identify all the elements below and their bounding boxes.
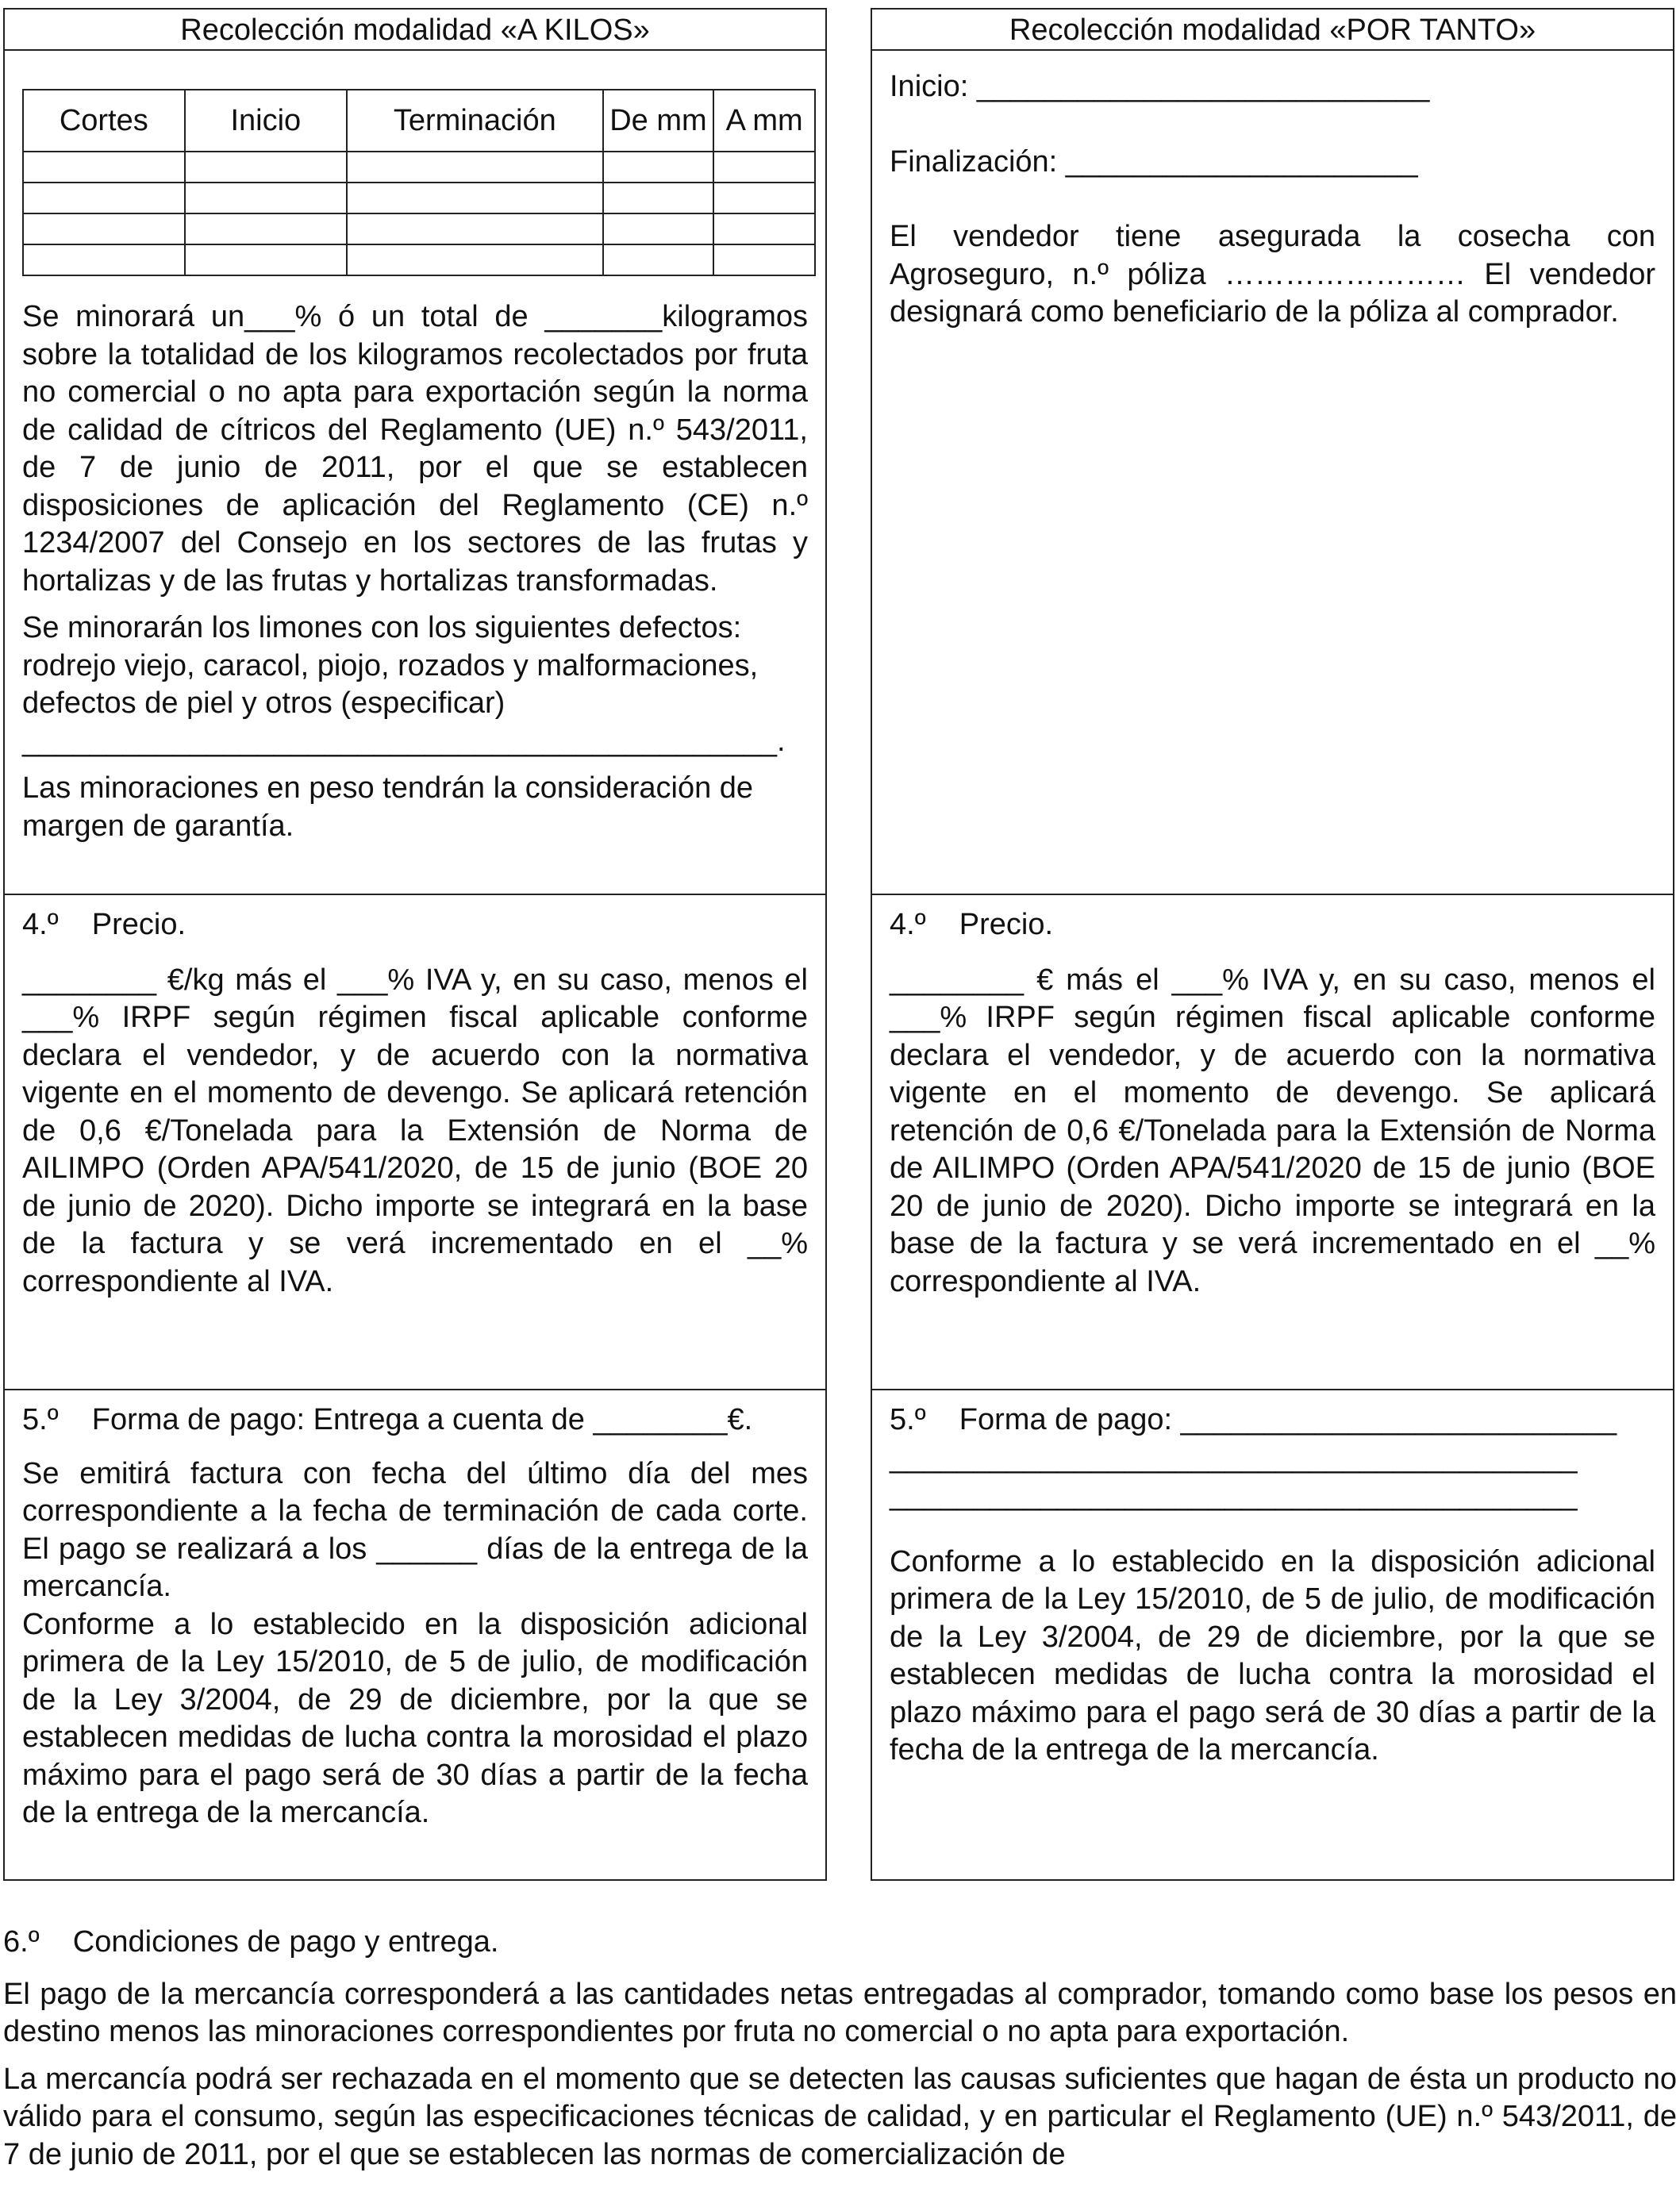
col-header-cortes: Cortes [23,90,185,152]
a-kilos-minoration-text [22,298,808,855]
price-heading: 4.º Precio. [22,908,186,941]
table-row [23,152,815,183]
payment-delivery-conditions [3,1924,1677,2183]
conditions-heading: 6.º Condiciones de pago y entrega. [3,1925,499,1959]
guarantee-paragraph: Las minoraciones en peso tendrán la consideración de margen de garantía. [22,771,754,843]
conditions-paragraph-2: La mercancía podrá ser rechazada en el momento que se detecten las causas suficientes que hagan de ésta un producto no válido para el consumo, según las especificaciones técnicas de calidad, y en particular el Reglamento (UE) n.º 543/2011, de 7 de junio de 2011, por el que se establecen las normas de comercialización de [3,2062,1677,2171]
col-header-terminacion: Terminación [347,90,602,152]
table-cell[interactable] [185,152,348,183]
inicio-field: Inicio: ___________________________ [890,70,1430,103]
price-text: ________ € más el ___% IVA y, en su caso, menos el ___% IRPF según régimen fiscal aplicable conforme declara el vendedor, y de acuerdo con la normativa vigente en el momento de devengo. Se aplicará retención de 0,6 €/Tonelada para la Extensión de Norma de AILIMPO (Orden APA/541/2020 de 15 de junio (BOE 20 de junio de 2020). Dicho importe se integrará en la base de la factura y se verá incrementado en el __% correspondiente al IVA. [890,963,1655,1298]
table-cell[interactable] [603,213,714,244]
conditions-paragraph-1: El pago de la mercancía corresponderá a las cantidades netas entregadas al comprador, tomando como base los pesos en destino menos las minoraciones correspondientes por fruta no comercial o no apta para exportación. [3,1977,1677,2048]
a-kilos-header: Recolección modalidad «A KILOS» [5,10,825,51]
table-row [23,183,815,213]
cortes-table [22,89,816,276]
defects-paragraph: Se minorarán los limones con los siguientes defectos: rodrejo viejo, caracol, piojo, rozados y malformaciones, defectos de piel y otros (especificar) _____________________________________________. [22,611,786,758]
table-cell[interactable] [185,183,348,213]
table-cell[interactable] [185,213,348,244]
table-cell[interactable] [603,152,714,183]
payment-law-text: Conforme a lo establecido en la disposición adicional primera de la Ley 15/2010, de 5 de julio, de modificación de la Ley 3/2004, de 29 de diciembre, por la que se establecen medidas de lucha contra la morosidad el plazo máximo para el pago será de 30 días a partir de la fecha de la entrega de la mercancía. [890,1544,1655,1767]
cortes-table-header-row [23,90,815,152]
payment-heading: 5.º Forma de pago: __________________________ [890,1403,1617,1436]
table-cell[interactable] [347,183,602,213]
table-cell[interactable] [713,183,815,213]
table-cell[interactable] [185,244,348,275]
payment-invoice-text: Se emitirá factura con fecha del último día del mes correspondiente a la fecha de terminación de cada corte. El pago se realizará a los ______ días de la entrega de la mercancía. [22,1456,808,1603]
por-tanto-price-section [872,894,1673,1389]
por-tanto-payment-section [872,1389,1673,1879]
a-kilos-column [3,8,827,1881]
table-cell[interactable] [23,152,185,183]
table-row [23,213,815,244]
table-cell[interactable] [603,244,714,275]
table-cell[interactable] [713,213,815,244]
col-header-inicio: Inicio [185,90,348,152]
table-cell[interactable] [347,244,602,275]
por-tanto-column [871,8,1674,1881]
finalizacion-field: Finalización: _____________________ [890,144,1418,179]
table-cell[interactable] [713,244,815,275]
minoration-paragraph: Se minorará un___% ó un total de _______kilogramos sobre la totalidad de los kilogramos recolectados por fruta no comercial o no apta para exportación según la norma de calidad de cítricos del Reglamento (UE) n.º 543/2011, de 7 de junio de 2011, por el que se establecen disposiciones de aplicación del Reglamento (CE) n.º 1234/2007 del Consejo en los sectores de las frutas y hortalizas y de las frutas y hortalizas transformadas. [22,300,808,598]
payment-law-text: Conforme a lo establecido en la disposición adicional primera de la Ley 15/2010, de 5 de julio, de modificación de la Ley 3/2004, de 29 de diciembre, por la que se establecen medidas de lucha contra la morosidad el plazo máximo para el pago será de 30 días a partir de la fecha de la entrega de la mercancía. [22,1607,808,1829]
a-kilos-payment-section [5,1389,825,1879]
payment-blank-line: _________________________________________ [890,1478,1578,1512]
payment-heading: 5.º Forma de pago: Entrega a cuenta de ________€. [22,1403,753,1436]
price-text: ________ €/kg más el ___% IVA y, en su caso, menos el ___% IRPF según régimen fiscal aplicable conforme declara el vendedor, y de acuerdo con la normativa vigente en el momento de devengo. Se aplicará retención de 0,6 €/Tonelada para la Extensión de Norma de AILIMPO (Orden APA/541/2020, de 15 de junio (BOE 20 de junio de 2020). Dicho importe se integrará en la base de la factura y se verá incrementado en el __% correspondiente al IVA. [22,963,808,1298]
table-cell[interactable] [23,244,185,275]
por-tanto-dates [890,68,1655,341]
table-cell[interactable] [347,152,602,183]
table-row [23,244,815,275]
col-header-a-mm: A mm [713,90,815,152]
por-tanto-header: Recolección modalidad «POR TANTO» [872,10,1673,51]
insurance-paragraph: El vendedor tiene asegurada la cosecha con Agroseguro, n.º póliza …………………… El vendedor designará como beneficiario de la póliza al comprador. [890,220,1655,329]
table-cell[interactable] [23,213,185,244]
table-cell[interactable] [347,213,602,244]
price-heading: 4.º Precio. [890,908,1054,941]
col-header-de-mm: De mm [603,90,714,152]
payment-blank-line: _________________________________________ [890,1440,1578,1474]
a-kilos-price-section [5,894,825,1389]
table-cell[interactable] [713,152,815,183]
table-cell[interactable] [23,183,185,213]
table-cell[interactable] [603,183,714,213]
